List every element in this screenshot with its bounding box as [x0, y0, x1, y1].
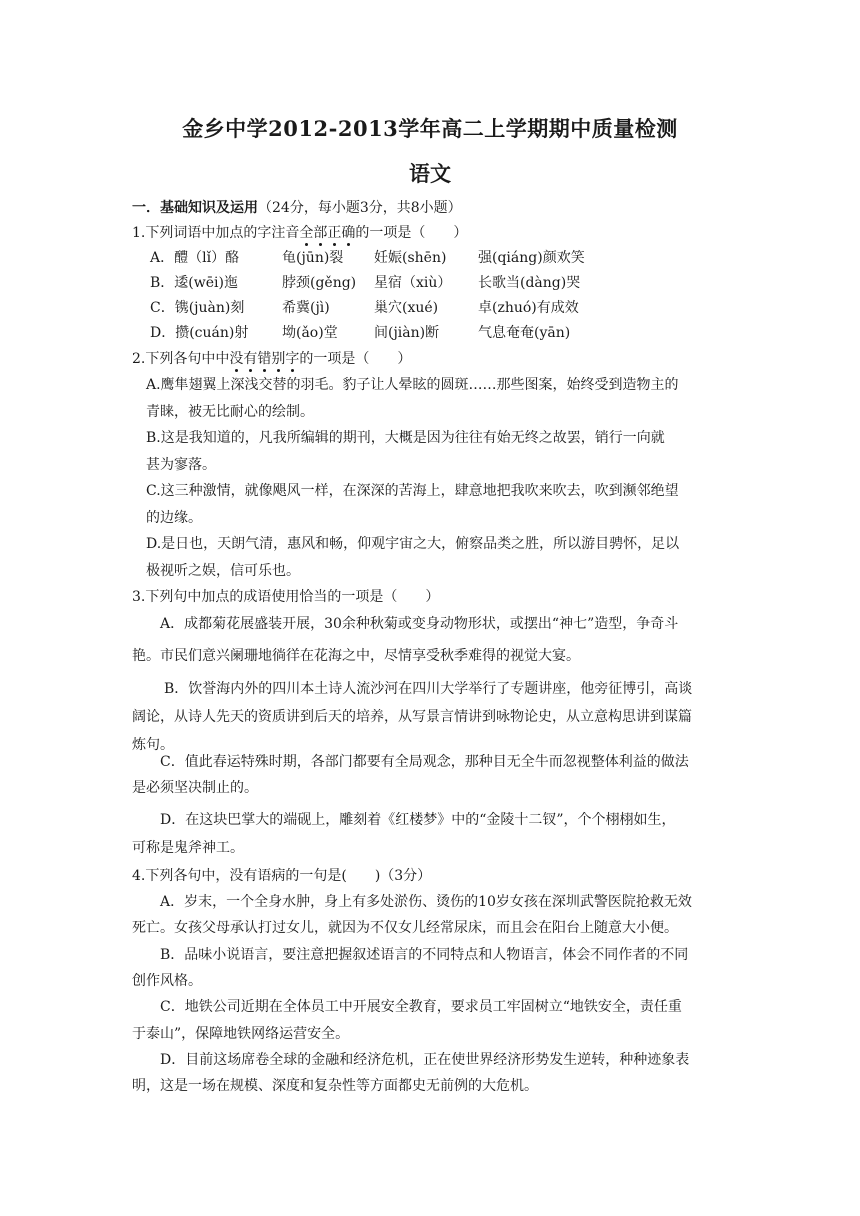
dotted-char: 部	[313, 225, 328, 241]
text-line: 明，这是一场在规模、深度和复杂性等方面都史无前例的大危机。	[132, 1078, 538, 1094]
option-cell: D．攒(cuán)射	[150, 325, 249, 341]
text-line: 艳。市民们意兴阑珊地徜徉在花海之中，尽情享受秋季难得的视觉大宴。	[132, 648, 580, 664]
option-cell: 坳(ǎo)堂	[282, 325, 338, 341]
text-line: B．饮誉海内外的四川本土诗人流沙河在四川大学举行了专题讲座，他旁征博引，高谈	[164, 681, 693, 697]
text-line: 于泰山”，保障地铁网络运营安全。	[132, 1026, 350, 1042]
option-cell: C．镌(juàn)刻	[150, 300, 245, 316]
dotted-char: 字	[285, 351, 300, 367]
option-cell: 脖颈(gěng)	[282, 275, 357, 291]
text-line: 创作风格。	[132, 973, 202, 989]
option-cell: 巢穴(xué)	[374, 300, 439, 316]
question-3-stem: 3.下列句中加点的成语使用恰当的一项是（ ）	[132, 589, 440, 605]
dotted-char: 有	[243, 351, 258, 367]
text-line: 阔论，从诗人先天的资质讲到后天的培养，从写景言情讲到咏物论史，从立意构思讲到谋篇	[132, 709, 692, 725]
option-row	[150, 323, 570, 343]
dotted-char: 全	[299, 225, 314, 241]
text-line: 青睐，被无比耐心的绘制。	[146, 404, 314, 420]
option-cell: 气息奄奄(yān)	[478, 325, 571, 341]
stem-text: 的一项是（ ）	[355, 225, 468, 241]
text-line: 极视听之娱，信可乐也。	[146, 563, 300, 579]
text-line: C．地铁公司近期在全体员工中开展安全教育，要求员工牢固树立“地铁安全，责任重	[160, 999, 682, 1015]
text-line: 可称是鬼斧神工。	[132, 840, 244, 856]
text-line: D．目前这场席卷全球的金融和经济危机，正在使世界经济形势发生逆转，种种迹象表	[160, 1052, 690, 1068]
dotted-text	[229, 351, 299, 367]
option-cell: B．逶(wēi)迤	[150, 275, 238, 291]
option-cell: 强(qiáng)颜欢笑	[478, 250, 585, 266]
dotted-char: 别	[271, 351, 286, 367]
option-cell: A．醴（lǐ）酪	[150, 250, 240, 266]
text-line: D.是日也，天朗气清，惠风和畅，仰观宇宙之大，俯察品类之胜，所以游目骋怀，足以	[146, 536, 680, 552]
exam-title: 金乡中学2012-2013学年高二上学期期中质量检测	[182, 116, 678, 141]
text-line: A.鹰隼翅翼上深浅交替的羽毛。豹子让人晕眩的圆斑……那些图案，始终受到造物主的	[146, 377, 679, 393]
text-line: 炼句。	[132, 737, 174, 753]
text-line: C．值此春运特殊时期，各部门都要有全局观念，那种目无全牛而忽视整体利益的做法	[160, 754, 689, 770]
option-cell: 妊娠(shēn)	[374, 250, 447, 266]
dotted-text	[299, 225, 355, 241]
section-heading	[132, 198, 462, 218]
dotted-char: 没	[229, 351, 244, 367]
option-cell: 卓(zhuó)有成效	[478, 300, 579, 316]
text-line: B．品味小说语言，要注意把握叙述语言的不同特点和人物语言，体会不同作者的不同	[160, 947, 689, 963]
stem-text: 2.下列各句中中	[132, 351, 230, 367]
option-cell: 长歌当(dàng)哭	[478, 275, 581, 291]
text-line: 是必须坚决制止的。	[132, 780, 258, 796]
option-row	[150, 298, 579, 318]
dotted-char: 错	[257, 351, 272, 367]
text-line: A．成都菊花展盛装开展，30余种秋菊或变身动物形状，或摆出“神七”造型，争奇斗	[160, 616, 679, 632]
text-line: D．在这块巴掌大的端砚上，雕刻着《红楼梦》中的“金陵十二钗”，个个栩栩如生，	[160, 812, 676, 828]
text-line: A．岁末，一个全身水肿，身上有多处淤伤、烫伤的10岁女孩在深圳武警医院抢救无效	[160, 894, 692, 910]
text-line: 的边缘。	[146, 510, 202, 526]
question-1-stem	[132, 223, 467, 243]
section-title: 一．基础知识及运用	[132, 200, 258, 216]
question-4-stem: 4.下列各句中，没有语病的一句是( )（3分）	[132, 868, 432, 884]
option-cell: 间(jiàn)断	[374, 325, 440, 341]
text-line: C.这三种激情，就像飓风一样，在深深的苦海上，肆意地把我吹来吹去，吹到濒邻绝望	[146, 483, 679, 499]
option-cell: 星宿（xiù）	[374, 275, 452, 291]
subject-title: 语文	[409, 161, 451, 186]
stem-text: 1.下列词语中加点的字注音	[132, 225, 300, 241]
option-cell: 希冀(jì)	[282, 300, 330, 316]
stem-text: 的一项是（ ）	[299, 351, 412, 367]
question-2-stem	[132, 349, 411, 369]
text-line: B.这是我知道的，凡我所编辑的期刊，大概是因为往往有始无终之故罢，销行一向就	[146, 430, 665, 446]
dotted-char: 正	[327, 225, 342, 241]
section-note: （24分，每小题3分，共8小题）	[258, 200, 462, 216]
option-row	[150, 273, 580, 293]
dotted-char: 确	[341, 225, 356, 241]
option-row	[150, 248, 585, 268]
text-line: 死亡。女孩父母承认打过女儿，就因为不仅女儿经常尿床，而且会在阳台上随意大小便。	[132, 920, 678, 936]
text-line: 甚为寥落。	[146, 457, 216, 473]
option-cell: 龟(jūn)裂	[282, 250, 344, 266]
